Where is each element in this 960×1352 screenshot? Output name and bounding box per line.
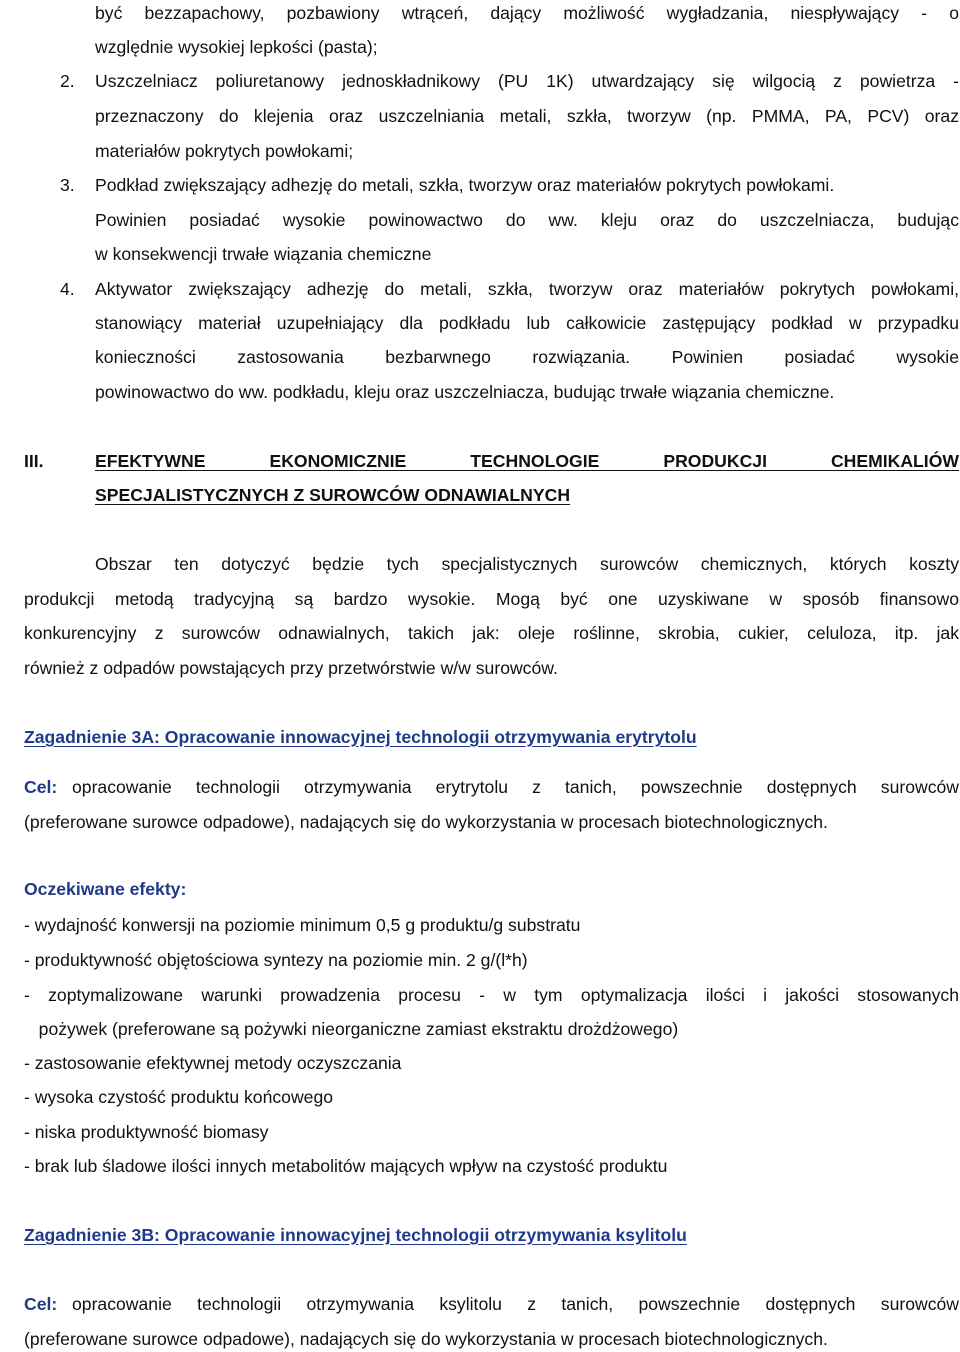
intro-line-3: konkurencyjny z surowców odnawialnych, takich jak: oleje roślinne, skrobia, cukier, celuloza, itp. jak bbox=[24, 623, 959, 643]
topic-3b-goal-line-2: (preferowane surowce odpadowe), nadających się do wykorzystania w procesach biotechnologicznych. bbox=[24, 1329, 828, 1349]
section-title-line-1: EFEKTYWNE EKONOMICZNIE TECHNOLOGIE PRODUKCJI CHEMIKALIÓW bbox=[95, 451, 959, 471]
list-number-2: 2. bbox=[60, 71, 75, 91]
effect-item: - wydajność konwersji na poziomie minimum 0,5 g produktu/g substratu bbox=[24, 915, 581, 935]
list-item-4-line-3: konieczności zastosowania bezbarwnego rozwiązania. Powinien posiadać wysokie bbox=[95, 347, 959, 367]
effect-item: - zastosowanie efektywnej metody oczyszczania bbox=[24, 1053, 402, 1073]
list-item-2-line-2: przeznaczony do klejenia oraz uszczelniania metali, szkła, tworzyw (np. PMMA, PA, PCV) oraz bbox=[95, 106, 959, 126]
topic-3a-goal-label: Cel: bbox=[24, 777, 58, 797]
intro-line-1: Obszar ten dotyczyć będzie tych specjalistycznych surowców chemicznych, których koszty bbox=[95, 554, 959, 574]
list-number-3: 3. bbox=[60, 175, 75, 195]
effect-item: - produktywność objętościowa syntezy na poziomie min. 2 g/(l*h) bbox=[24, 950, 528, 970]
list-item-4-line-4: powinowactwo do ww. podkładu, kleju oraz uszczelniacza, budując trwałe wiązania chemiczne. bbox=[95, 382, 835, 402]
intro-line-4: również z odpadów powstających przy przetwórstwie w/w surowców. bbox=[24, 658, 558, 678]
list-item-2-line-3: materiałów pokrytych powłokami; bbox=[95, 141, 354, 161]
topic-3b-goal-label: Cel: bbox=[24, 1294, 58, 1314]
section-title-line-2: SPECJALISTYCZNYCH Z SUROWCÓW ODNAWIALNYCH bbox=[95, 485, 571, 505]
effect-item-continuation: pożywek (preferowane są pożywki nieorganiczne zamiast ekstraktu drożdżowego) bbox=[24, 1019, 679, 1039]
effect-item: - zoptymalizowane warunki prowadzenia procesu - w tym optymalizacja ilości i jakości stosowanych bbox=[24, 985, 959, 1005]
list-item-4-line-2: stanowiący materiał uzupełniający dla podkładu lub całkowicie zastępujący podkład w przypadku bbox=[95, 313, 959, 333]
topic-3a-goal-line-2: (preferowane surowce odpadowe), nadających się do wykorzystania w procesach biotechnologicznych. bbox=[24, 812, 828, 832]
topic-3b-goal-line-1: opracowanie technologii otrzymywania ksylitolu z tanich, powszechnie dostępnych surowców bbox=[72, 1294, 959, 1314]
intro-line-2: produkcji metodą tradycyjną są bardzo wysokie. Mogą być one uzyskiwane w sposób finansowo bbox=[24, 589, 959, 609]
effect-item: - wysoka czystość produktu końcowego bbox=[24, 1087, 334, 1107]
item-1-continuation-line-1: być bezzapachowy, pozbawiony wtrąceń, dający możliwość wygładzania, niespływający - o bbox=[95, 3, 959, 23]
section-number: III. bbox=[24, 451, 44, 471]
list-number-4: 4. bbox=[60, 279, 75, 299]
list-item-3-line-2: Powinien posiadać wysokie powinowactwo do ww. kleju oraz do uszczelniacza, budując bbox=[95, 210, 959, 230]
topic-3a-heading: Zagadnienie 3A: Opracowanie innowacyjnej technologii otrzymywania erytrytolu bbox=[24, 727, 697, 747]
list-item-4-line-1: Aktywator zwiększający adhezję do metali, szkła, tworzyw oraz materiałów pokrytych powłokami, bbox=[95, 279, 959, 299]
item-1-continuation-line-2: względnie wysokiej lepkości (pasta); bbox=[95, 37, 378, 57]
list-item-3-line-1: Podkład zwiększający adhezję do metali, szkła, tworzyw oraz materiałów pokrytych powłokami. bbox=[95, 175, 835, 195]
topic-3a-goal-line-1: opracowanie technologii otrzymywania erytrytolu z tanich, powszechnie dostępnych surowców bbox=[72, 777, 959, 797]
list-item-2-line-1: Uszczelniacz poliuretanowy jednoskładnikowy (PU 1K) utwardzający się wilgocią z powietrza - bbox=[95, 71, 959, 91]
list-item-3-line-3: w konsekwencji trwałe wiązania chemiczne bbox=[95, 244, 432, 264]
topic-3b-heading: Zagadnienie 3B: Opracowanie innowacyjnej technologii otrzymywania ksylitolu bbox=[24, 1225, 687, 1245]
effect-item: - brak lub śladowe ilości innych metabolitów mających wpływ na czystość produktu bbox=[24, 1156, 668, 1176]
effect-item: - niska produktywność biomasy bbox=[24, 1122, 269, 1142]
topic-3a-effects-heading: Oczekiwane efekty: bbox=[24, 879, 187, 899]
